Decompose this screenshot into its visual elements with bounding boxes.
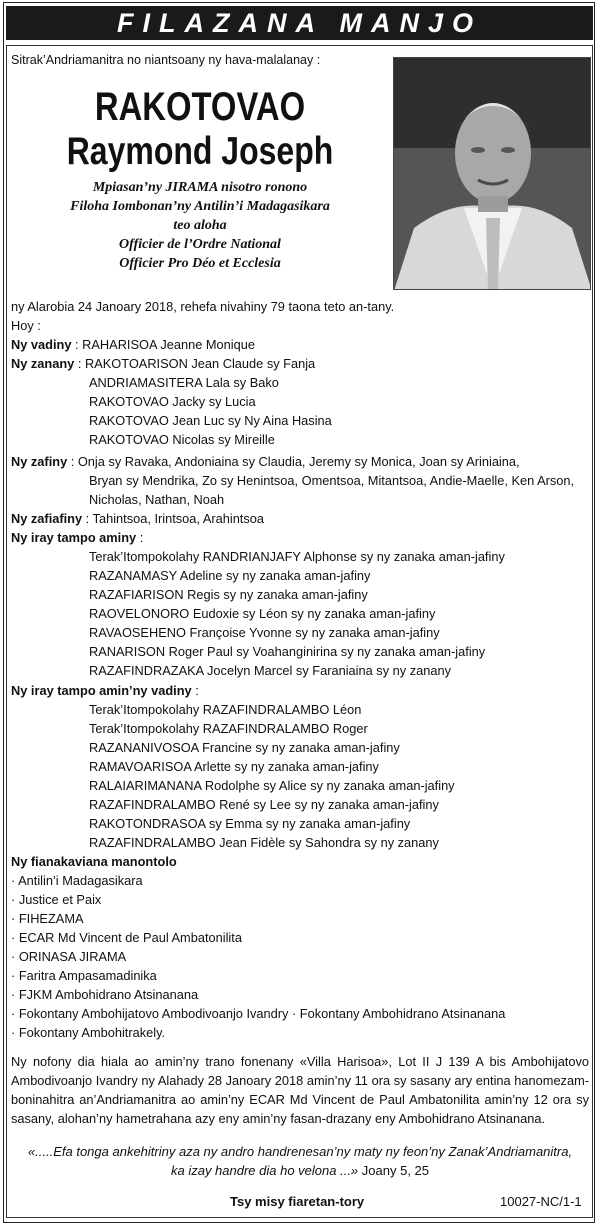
siblings-sep: :	[136, 530, 144, 545]
grandchildren-line: Nicholas, Nathan, Noah	[89, 492, 225, 507]
children-label: Ny zanany	[11, 356, 75, 371]
sibling-item: RAVAOSEHENO Françoise Yvonne sy ny zanaka aman-jafiny	[89, 625, 440, 640]
children-item: : RAKOTOARISON Jean Claude sy Fanja	[74, 356, 316, 371]
siblings-label: Ny iray tampo aminy	[11, 530, 137, 545]
spouse-sibling-item: RAZANANIVOSOA Francine sy ny zanaka aman-jafiny	[89, 740, 400, 755]
title-line: Mpiasan’ny JIRAMA nisotro ronono	[92, 180, 308, 195]
reference-code: 10027-NC/1-1	[500, 1194, 582, 1209]
title-line: teo aloha	[173, 218, 227, 233]
funeral-line: sasany, alohan’ny hametrahana azy eny amin’ny fasan-drazany eny Ambohidrano Atsinanana.	[11, 1111, 546, 1126]
great-grandchildren-label: Ny zafiafiny	[11, 511, 83, 526]
sibling-item: RAZAFINDRAZAKA Jocelyn Marcel sy Faraniaina sy ny zanany	[89, 663, 451, 678]
banner-title: FILAZANA MANJO	[6, 6, 593, 40]
spouse-label: Ny vadiny	[11, 337, 72, 352]
sibling-item: Terak’Itompokolahy RANDRIANJAFY Alphonse sy ny zanaka aman-jafiny	[89, 549, 505, 564]
title-line: Officier de l’Ordre National	[119, 237, 281, 252]
no-flowers-notice: Tsy misy fiaretan-tory	[230, 1194, 365, 1209]
portrait-illustration	[394, 58, 591, 290]
great-grandchildren-row	[11, 509, 264, 528]
funeral-line: boninahitra an’Andriamanitra ao amin’ny ECAR Md Vincent de Paul Ambatonilita amin’ny 12 ora sy	[11, 1092, 589, 1107]
children-item: ANDRIAMASITERA Lala sy Bako	[89, 375, 279, 390]
sibling-item: RAZAFIARISON Regis sy ny zanaka aman-jafiny	[89, 587, 368, 602]
spouse-sibling-item: RAZAFINDRALAMBO Jean Fidèle sy Sahondra sy ny zanany	[89, 835, 439, 850]
family-item: · FJKM Ambohidrano Atsinanana	[11, 987, 199, 1002]
bible-quote-line2	[10, 1161, 590, 1180]
intro-line: Sitrak’Andriamanitra no niantsoany ny hava-malalanay :	[11, 53, 321, 67]
spouse-sibling-item: RAZAFINDRALAMBO René sy Lee sy ny zanaka aman-jafiny	[89, 797, 439, 812]
spouse-sibling-item: RAKOTONDRASOA sy Emma sy ny zanaka aman-jafiny	[89, 816, 411, 831]
spouse-siblings-heading	[11, 681, 199, 700]
whole-family-label: Ny fianakaviana manontolo	[11, 854, 177, 869]
family-item: · ORINASA JIRAMA	[11, 949, 127, 964]
given-names: Raymond Joseph	[66, 130, 334, 173]
sibling-item: RANARISON Roger Paul sy Voahanginirina sy ny zanaka aman-jafiny	[89, 644, 486, 659]
grandchildren-line: : Onja sy Ravaka, Andoniaina sy Claudia, Jeremy sy Monica, Joan sy Ariniaina,	[67, 454, 520, 469]
spouse-siblings-sep: :	[191, 683, 199, 698]
bible-quote-line1: «.....Efa tonga ankehitriny aza ny andro handrenesan’ny maty ny feon’ny Zanak’Andriamanitra,	[27, 1144, 573, 1159]
death-announcement: ny Alarobia 24 Janoary 2018, rehefa nivahiny 79 taona teto an-tany.	[11, 299, 395, 314]
spouse-value: : RAHARISOA Jeanne Monique	[71, 337, 255, 352]
family-item: · Fokontany Ambohitrakely.	[11, 1025, 166, 1040]
title-line: Officier Pro Déo et Ecclesia	[119, 256, 281, 271]
spouse-row	[11, 335, 255, 354]
funeral-line: Ambodivoanjo Ivandry ny Alahady 28 Janoary 2018 amin’ny 11 ora sy sasany ary entina hanomezam-	[11, 1073, 589, 1088]
family-item: · Antilin’i Madagasikara	[11, 873, 143, 888]
family-item: · Justice et Paix	[11, 892, 102, 907]
spouse-sibling-item: Terak’Itompokolahy RAZAFINDRALAMBO Roger	[89, 721, 368, 736]
family-item: · ECAR Md Vincent de Paul Ambatonilita	[11, 930, 242, 945]
portrait-photo	[393, 57, 591, 290]
children-item: RAKOTOVAO Jacky sy Lucia	[89, 394, 256, 409]
bible-quote-text: ka izay handre dia ho velona ...»	[170, 1163, 359, 1178]
spouse-sibling-item: Terak’Itompokolahy RAZAFINDRALAMBO Léon	[89, 702, 362, 717]
hoy-label: Hoy :	[11, 318, 41, 333]
grandchildren-row	[11, 452, 520, 471]
grandchildren-label: Ny zafiny	[11, 454, 68, 469]
great-grandchildren-value: : Tahintsoa, Irintsoa, Arahintsoa	[82, 511, 264, 526]
family-item: · Faritra Ampasamadinika	[11, 968, 157, 983]
honorific-titles	[10, 178, 390, 273]
funeral-line: Ny nofony dia hiala ao amin’ny trano fonenany «Villa Harisoa», Lot II J 139 A bis Ambohijatovo	[11, 1054, 589, 1069]
bible-quote-reference: Joany 5, 25	[358, 1163, 429, 1178]
siblings-heading	[11, 528, 143, 547]
title-line: Filoha Iombonan’ny Antilin’i Madagasikara	[70, 199, 330, 214]
sibling-item: RAZANAMASY Adeline sy ny zanaka aman-jafiny	[89, 568, 371, 583]
sibling-item: RAOVELONORO Eudoxie sy Léon sy ny zanaka aman-jafiny	[89, 606, 436, 621]
spouse-siblings-label: Ny iray tampo amin’ny vadiny	[11, 683, 192, 698]
surname: RAKOTOVAO	[94, 85, 306, 129]
spouse-sibling-item: RAMAVOARISOA Arlette sy ny zanaka aman-jafiny	[89, 759, 379, 774]
children-row	[11, 354, 315, 373]
funeral-paragraph	[11, 1052, 589, 1128]
grandchildren-line: Bryan sy Mendrika, Zo sy Henintsoa, Omentsoa, Mitantsoa, Andie-Maelle, Ken Arson,	[89, 473, 575, 488]
spouse-sibling-item: RALAIARIMANANA Rodolphe sy Alice sy ny zanaka aman-jafiny	[89, 778, 455, 793]
children-item: RAKOTOVAO Nicolas sy Mireille	[89, 432, 275, 447]
family-item: · Fokontany Ambohijatovo Ambodivoanjo Ivandry · Fokontany Ambohidrano Atsinanana	[11, 1006, 506, 1021]
family-item: · FIHEZAMA	[11, 911, 84, 926]
children-item: RAKOTOVAO Jean Luc sy Ny Aina Hasina	[89, 413, 332, 428]
